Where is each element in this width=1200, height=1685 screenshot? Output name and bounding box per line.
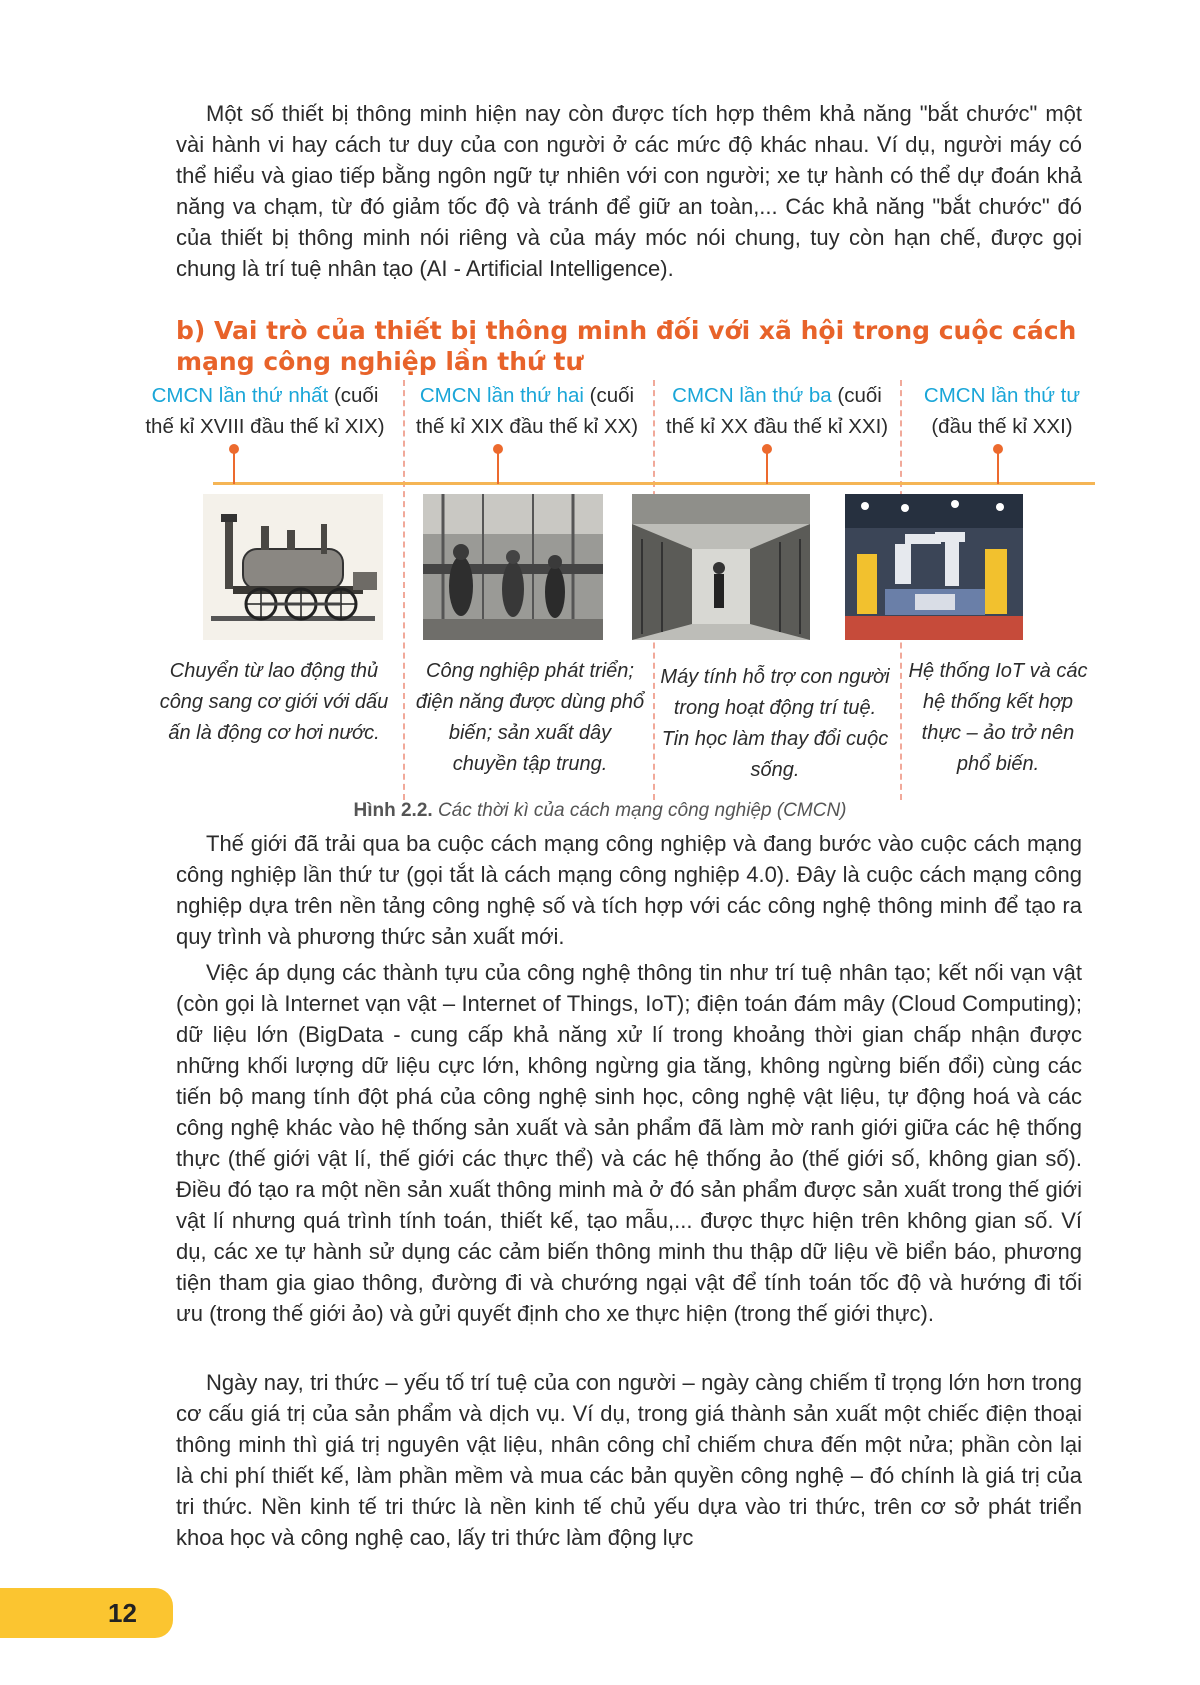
era-1-caption: Chuyển từ lao động thủ công sang cơ giới với dấu ấn là động cơ hơi nước. [159,660,389,744]
era-2-name: CMCN lần thứ hai [419,384,584,407]
figure-title: Các thời kì của cách mạng công nghiệp (CMCN) [432,800,847,821]
steam-locomotive-image [203,494,383,640]
body-paragraph: Việc áp dụng các thành tựu của công nghệ thông tin như trí tuệ nhân tạo; kết nối vạn vật (còn gọi là Internet vạn vật – Internet of Things, IoT); điện toán đám mây (Cloud Computing); dữ liệu lớn (BigData - cung cấp khả năng xử lí trong khoảng thời gian chấp nhận được những khối lượng dữ liệu cực lớn, không ngừng gia tăng, không ngừng biến đổi) cùng các tiến bộ mang tính đột phá của công nghệ sinh học, công nghệ vật liệu, tự động hoá và các công nghệ khác vào hệ thống sản xuất và sản phẩm đã làm mờ ranh giới giữa các hệ thống thực (thế giới vật lí, thế giới các thực thể) và các hệ thống ảo (thế giới số, không gian số). Điều đó tạo ra một nền sản xuất thông minh mà ở đó sản phẩm được sản xuất trong thế giới vật lí nhưng quá trình tính toán, thiết kế, tạo mẫu,... được thực hiện trên không gian số. Ví dụ, các xe tự hành sử dụng các cảm biến thông minh thu thập dữ liệu về biển báo, phương tiện tham gia giao thông, đường đi và chướng ngại vật để tính toán tốc độ và hướng đi tối ưu (trong thế giới ảo) và gửi quyết định cho xe thực hiện (trong thế giới thực). [176,960,1082,1326]
body-paragraph: Một số thiết bị thông minh hiện nay còn được tích hợp thêm khả năng "bắt chước" một vài hành vi hay cách tư duy của con người ở các mức độ khác nhau. Ví dụ, người máy có thể hiểu và giao tiếp bằng ngôn ngữ tự nhiên với con người; xe tự hành có thể dự đoán khả năng va chạm, từ đó giảm tốc độ và tránh để giữ an toàn,... Các khả năng "bắt chước" đó của thiết bị thông minh nói riêng và của máy móc nói chung, tuy còn hạn chế, được gọi chung là trí tuệ nhân tạo (AI - Artificial Intelligence). [176,101,1082,281]
era-2-caption: Công nghiệp phát triển; điện năng được dùng phổ biến; sản xuất dây chuyền tập trung. [415,660,645,775]
era-1-period-start: (cuối [328,384,379,407]
figure-caption [0,800,1200,822]
timeline-marker [762,444,772,484]
cmcn-timeline-figure [145,380,1095,800]
era-1-name: CMCN lần thứ nhất [151,384,329,407]
page-number-tab [0,1588,173,1638]
timeline-marker [229,444,239,484]
computer-room-image [632,494,810,640]
timeline-marker [493,444,503,484]
era-3-caption: Máy tính hỗ trợ con người trong hoạt động trí tuệ. Tin học làm thay đổi cuộc sống. [660,666,890,781]
era-4-name: CMCN lần thứ tư [923,384,1081,407]
robot-factory-image [845,494,1023,640]
era-1-period-end: thế kỉ XVIII đầu thế kỉ XIX) [145,415,385,438]
era-4-period-end: (đầu thế kỉ XXI) [931,415,1073,438]
page-number: 12 [108,1598,137,1628]
era-divider [403,380,405,800]
body-paragraph: Ngày nay, tri thức – yếu tố trí tuệ của con người – ngày càng chiếm tỉ trọng lớn hơn trong cơ cấu giá trị của sản phẩm và dịch vụ. Ví dụ, trong giá thành sản xuất một chiếc điện thoại thông minh thì giá trị nguyên vật liệu, nhân công chỉ chiếm chưa đến một nửa; phần còn lại là chi phí thiết kế, làm phần mềm và mua các bản quyền công nghệ – đó chính là giá trị của tri thức. Nền kinh tế tri thức là nền kinh tế chủ yếu dựa vào tri thức, trên cơ sở phát triển khoa học và công nghệ cao, lấy tri thức làm động lực [176,1370,1082,1550]
era-1-label [145,380,385,442]
era-3-period-start: (cuối [831,384,882,407]
era-3-label [657,380,897,442]
era-3-name: CMCN lần thứ ba [672,384,832,407]
era-4-caption: Hệ thống IoT và các hệ thống kết hợp thực – ảo trở nên phổ biến. [908,660,1088,775]
era-2-label [407,380,647,442]
section-heading: b) Vai trò của thiết bị thông minh đối với xã hội trong cuộc cách mạng công nghiệp lần thứ tư [176,316,1077,376]
era-4-label [907,380,1097,442]
body-paragraph: Thế giới đã trải qua ba cuộc cách mạng công nghiệp và đang bước vào cuộc cách mạng công nghiệp lần thứ tư (gọi tắt là cách mạng công nghiệp 4.0). Đây là cuộc cách mạng công nghiệp dựa trên nền tảng công nghệ số và tích hợp với các công nghệ thông minh để tạo ra quy trình và phương thức sản xuất mới. [176,831,1082,949]
timeline-marker [993,444,1003,484]
factory-workers-image [423,494,603,640]
era-3-period-end: thế kỉ XX đầu thế kỉ XXI) [665,415,889,438]
timeline-line [213,482,1095,485]
figure-label: Hình 2.2. [353,800,433,821]
era-2-period-start: (cuối [583,384,635,407]
era-2-period-end: thế kỉ XIX đầu thế kỉ XX) [415,415,639,438]
